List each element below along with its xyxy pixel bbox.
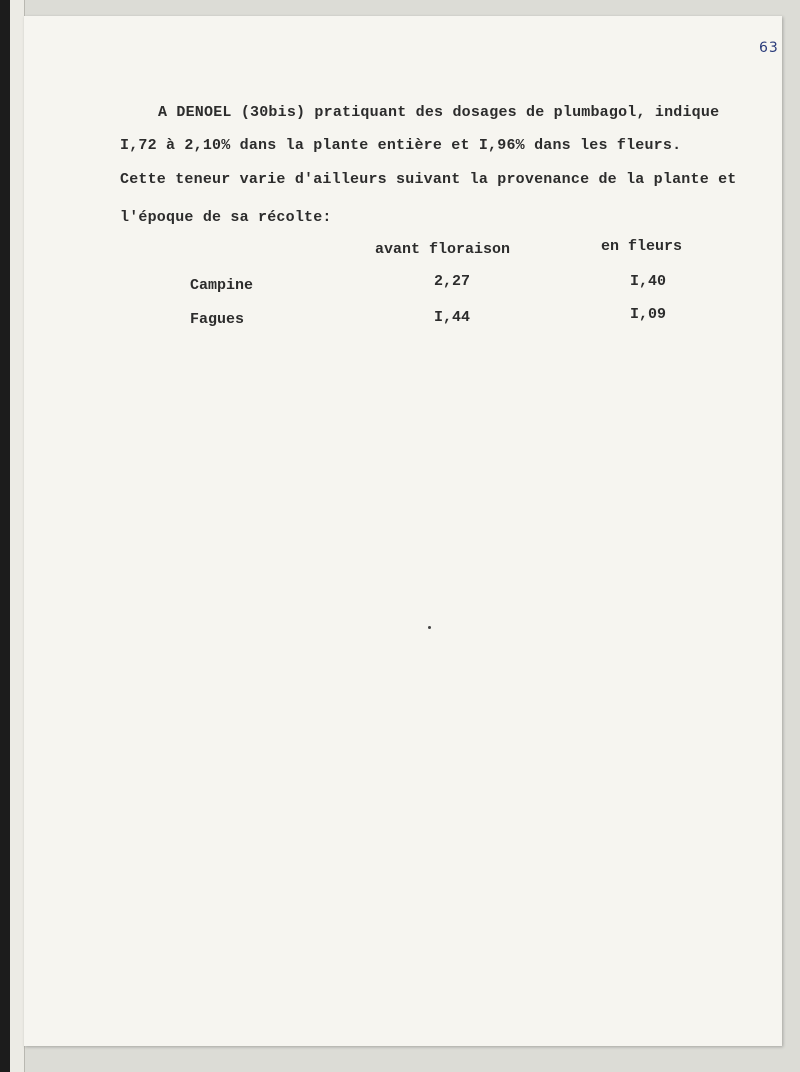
- table-row-label: Fagues: [190, 311, 245, 328]
- paragraph-line: A DENOEL (30bis) pratiquant des dosages de plumbagol, indique: [158, 104, 720, 121]
- page-edge: [10, 0, 25, 1072]
- table-cell: I,40: [630, 273, 667, 290]
- ink-speck: [428, 626, 431, 629]
- table-row-label: Campine: [190, 277, 254, 294]
- table-header-avant-floraison: avant floraison: [375, 241, 511, 258]
- table-cell: I,44: [434, 309, 471, 326]
- document-page: [24, 16, 782, 1046]
- table-header-en-fleurs: en fleurs: [601, 238, 683, 255]
- table-cell: I,09: [630, 306, 667, 323]
- page-number: 63: [759, 40, 779, 56]
- paragraph-line: l'époque de sa récolte:: [120, 209, 332, 226]
- paragraph-line: I,72 à 2,10% dans la plante entière et I,96% dans les fleurs.: [120, 137, 682, 154]
- table-cell: 2,27: [434, 273, 471, 290]
- paragraph-line: Cette teneur varie d'ailleurs suivant la provenance de la plante et: [120, 171, 737, 188]
